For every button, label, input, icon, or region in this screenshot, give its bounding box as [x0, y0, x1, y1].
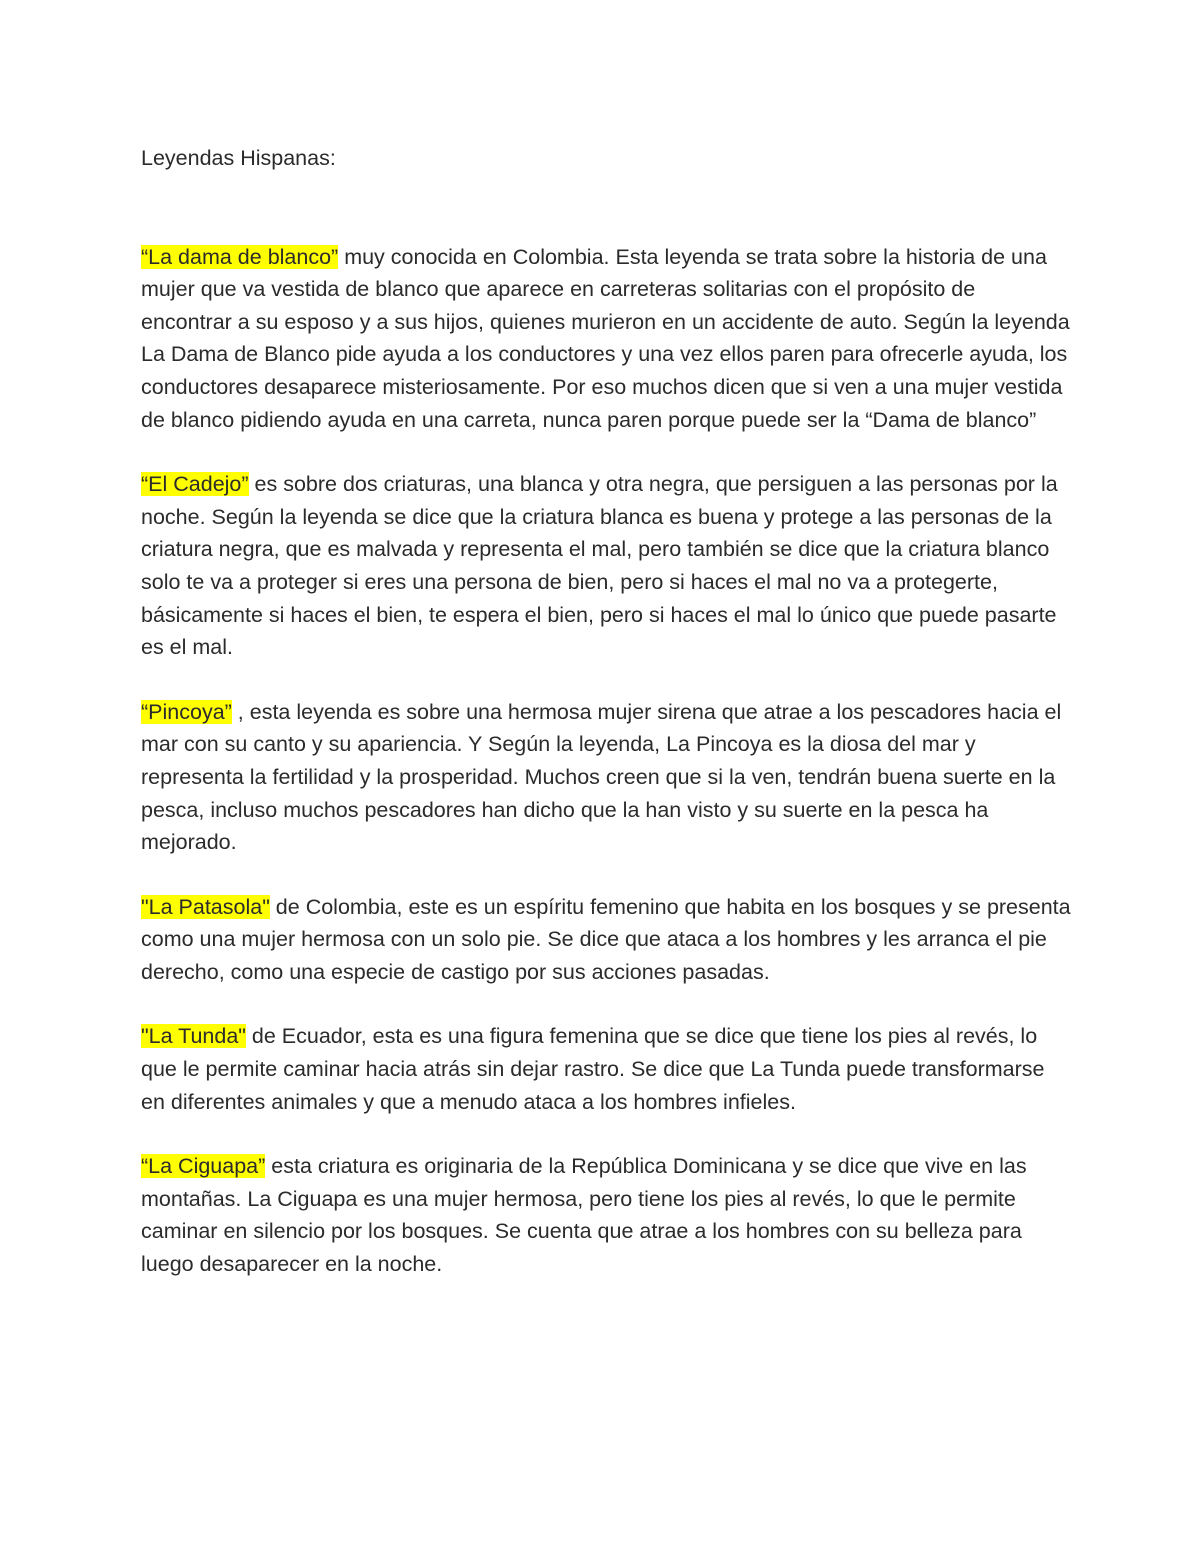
legend-paragraph-el-cadejo	[141, 468, 1071, 664]
legend-paragraph-pincoya	[141, 696, 1071, 859]
legend-name-highlight: “La dama de blanco”	[141, 244, 339, 269]
document-body	[141, 142, 1071, 1313]
legend-description: , esta leyenda es sobre una hermosa mujer sirena que atrae a los pescadores hacia el mar con su canto y su apariencia. Y Según la leyenda, La Pincoya es la diosa del mar y representa la fertilidad y la prosperidad. Muchos creen que si la ven, tendrán buena suerte en la pesca, incluso muchos pescadores han dicho que la han visto y su suerte en la pesca ha mejorado.	[141, 699, 1062, 855]
legend-paragraph-la-ciguapa	[141, 1150, 1071, 1280]
legend-name-highlight: “Pincoya”	[141, 699, 232, 724]
legend-name-highlight: “El Cadejo”	[141, 472, 249, 497]
legend-name-highlight: "La Patasola"	[141, 894, 270, 919]
legend-name-highlight: “La Ciguapa”	[141, 1154, 266, 1179]
document-title: Leyendas Hispanas:	[141, 146, 336, 170]
legend-description: muy conocida en Colombia. Esta leyenda se trata sobre la historia de una mujer que va vestida de blanco que aparece en carreteras solitarias con el propósito de encontrar a su esposo y a sus hijos, quienes murieron en un accidente de auto. Según la leyenda La Dama de Blanco pide ayuda a los conductores y una vez ellos paren para ofrecerle ayuda, los conductores desaparece misteriosamente. Por eso muchos dicen que si ven a una mujer vestida de blanco pidiendo ayuda en una carreta, nunca paren porque puede ser la “Dama de blanco”	[141, 244, 1070, 432]
legend-paragraph-la-patasola	[141, 891, 1071, 989]
legend-description: esta criatura es originaria de la República Dominicana y se dice que vive en las montañas. La Ciguapa es una mujer hermosa, pero tiene los pies al revés, lo que le permite caminar en silencio por los bosques. Se cuenta que atrae a los hombres con su belleza para luego desaparecer en la noche.	[141, 1154, 1027, 1277]
legend-paragraph-la-tunda	[141, 1020, 1071, 1118]
legend-description: de Colombia, este es un espíritu femenino que habita en los bosques y se presenta como una mujer hermosa con un solo pie. Se dice que ataca a los hombres y les arranca el pie derecho, como una especie de castigo por sus acciones pasadas.	[141, 894, 1071, 984]
legend-description: de Ecuador, esta es una figura femenina que se dice que tiene los pies al revés, lo que le permite caminar hacia atrás sin dejar rastro. Se dice que La Tunda puede transformarse en diferentes animales y que a menudo ataca a los hombres infieles.	[141, 1024, 1045, 1114]
legend-description: es sobre dos criaturas, una blanca y otra negra, que persiguen a las personas por la noche. Según la leyenda se dice que la criatura blanca es buena y protege a las personas de la criatura negra, que es malvada y representa el mal, pero también se dice que la criatura blanco solo te va a proteger si eres una persona de bien, pero si haces el mal no va a protegerte, básicamente si haces el bien, te espera el bien, pero si haces el mal lo único que puede pasarte es el mal.	[141, 472, 1058, 660]
legend-paragraph-dama-de-blanco	[141, 241, 1071, 437]
legend-name-highlight: "La Tunda"	[141, 1024, 246, 1049]
